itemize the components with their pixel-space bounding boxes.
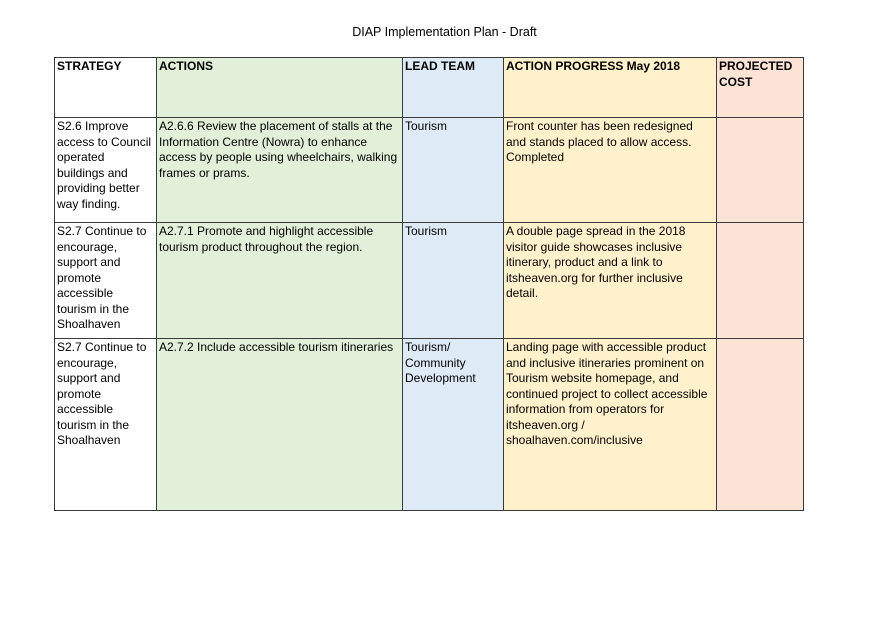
header-lead-team: LEAD TEAM xyxy=(403,58,504,118)
cell-lead-team: Tourism xyxy=(403,223,504,339)
page-title: DIAP Implementation Plan - Draft xyxy=(352,25,537,39)
cell-projected-cost xyxy=(717,339,804,511)
header-strategy: STRATEGY xyxy=(55,58,157,118)
table-row xyxy=(55,118,804,223)
cell-projected-cost xyxy=(717,118,804,223)
cell-actions: A2.7.1 Promote and highlight accessible tourism product throughout the region. xyxy=(157,223,403,339)
header-projected-cost: PROJECTED COST xyxy=(717,58,804,118)
cell-lead-team: Tourism xyxy=(403,118,504,223)
header-action-progress: ACTION PROGRESS May 2018 xyxy=(504,58,717,118)
cell-actions: A2.7.2 Include accessible tourism itineraries xyxy=(157,339,403,511)
cell-projected-cost xyxy=(717,223,804,339)
header-actions: ACTIONS xyxy=(157,58,403,118)
cell-strategy: S2.7 Continue to encourage, support and promote accessible tourism in the Shoalhaven xyxy=(55,339,157,511)
cell-strategy: S2.7 Continue to encourage, support and promote accessible tourism in the Shoalhaven xyxy=(55,223,157,339)
table-row xyxy=(55,223,804,339)
cell-action-progress: Front counter has been redesigned and stands placed to allow access. Completed xyxy=(504,118,717,223)
cell-lead-team: Tourism/ Community Development xyxy=(403,339,504,511)
table-header-row xyxy=(55,58,804,118)
cell-actions: A2.6.6 Review the placement of stalls at the Information Centre (Nowra) to enhance access by people using wheelchairs, walking frames or prams. xyxy=(157,118,403,223)
table-row xyxy=(55,339,804,511)
cell-action-progress: Landing page with accessible product and inclusive itineraries prominent on Tourism website homepage, and continued project to collect accessible information from operators for itsheaven.org / shoalhaven.com/inclusive xyxy=(504,339,717,511)
diap-implementation-table xyxy=(54,57,804,511)
cell-strategy: S2.6 Improve access to Council operated buildings and providing better way finding. xyxy=(55,118,157,223)
cell-action-progress: A double page spread in the 2018 visitor guide showcases inclusive itinerary, product and a link to itsheaven.org for further inclusive detail. xyxy=(504,223,717,339)
